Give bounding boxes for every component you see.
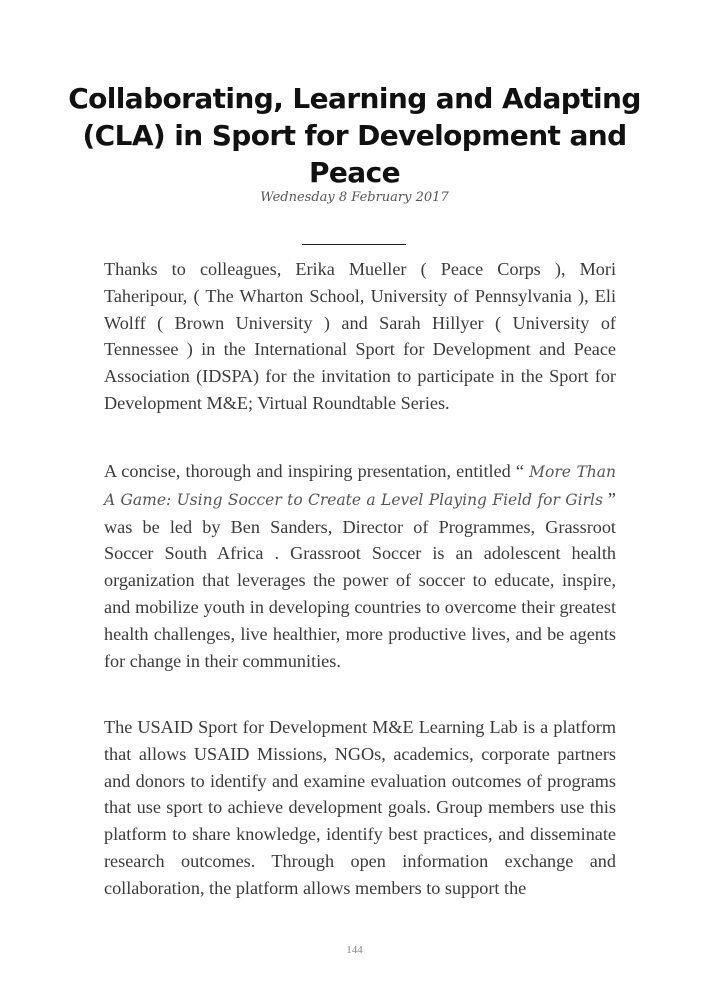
paragraph-learning-lab — [104, 714, 616, 928]
separator-rule — [302, 244, 406, 245]
paragraph-rest: ” was be led by Ben Sanders, Director of Programmes, Grassroot Soccer South Africa . Grassroot Soccer is an adolescent health organization that leverages the power of soccer to educate, inspire, and mobilize youth in developing countries to overcome their greatest health challenges, live healthier, more productive lives, and be agents for change in their communities. — [104, 488, 616, 671]
page-title: Collaborating, Learning and Adapting (CLA) in Sport for Development and Peace — [68, 82, 641, 189]
paragraph-acknowledgements — [104, 256, 616, 417]
post-date: Wednesday 8 February 2017 — [260, 190, 449, 205]
paragraph-lead: A concise, thorough and inspiring presentation, entitled “ — [104, 461, 530, 481]
paragraph-text: Thanks to colleagues, Erika Mueller ( Peace Corps ), Mori Taheripour, ( The Wharton School, University of Pennsylvania ), Eli Wolff ( Brown University ) and Sarah Hillyer ( University of Tennessee ) in the International Sport for Development and Peace Association (IDSPA) for the invitation to participate in the Sport for Development M&E; Virtual Roundtable Series. — [104, 259, 616, 413]
paragraph-text — [104, 458, 616, 674]
page-number: 144 — [346, 944, 363, 956]
paragraph-text: The USAID Sport for Development M&E Learning Lab is a platform that allows USAID Missions, NGOs, academics, corporate partners and donors to identify and examine evaluation outcomes of programs that use sport to achieve development goals. Group members use this platform to share knowledge, identify best practices, and disseminate research outcomes. Through open information exchange and collaboration, the platform allows members to support the — [104, 717, 616, 898]
paragraph-presentation — [104, 458, 616, 674]
presentation-title: More Than A Game: Using Soccer to Create a Level Playing Field for Girls — [104, 463, 616, 509]
